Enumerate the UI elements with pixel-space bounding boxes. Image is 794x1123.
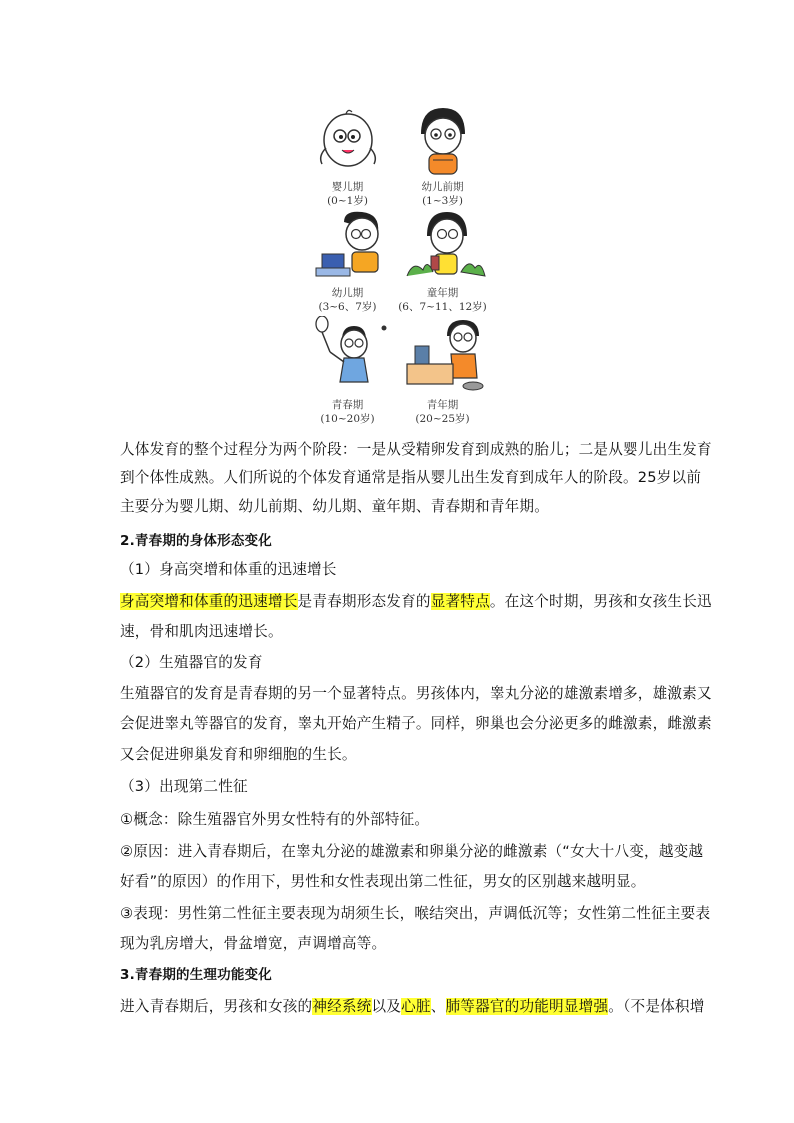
paragraph-line: ①概念：除生殖器官外男女性特有的外部特征。	[120, 811, 430, 828]
body-text: 以及	[371, 998, 402, 1015]
stage-toddler	[395, 104, 490, 210]
section-heading: 2.青春期的身体形态变化	[120, 533, 272, 549]
highlighted-text: 显著特点	[430, 593, 490, 610]
body-text: 。（不是体积增	[608, 998, 705, 1015]
stage-name: 婴儿期	[331, 181, 364, 193]
body-text: 、	[430, 998, 446, 1015]
paragraph-line: 会促进睾丸等器官的发育，睾丸开始产生精子。同样，卵巢也会分泌更多的雌激素，雌激素	[120, 715, 712, 732]
stage-name: 幼儿前期	[421, 181, 464, 193]
highlighted-text: 神经系统	[312, 998, 372, 1015]
highlighted-text: 身高突增和体重的迅速增长	[120, 593, 298, 610]
stage-age: (6、7~11、12岁)	[398, 301, 487, 313]
stage-age: (10~20岁)	[320, 413, 375, 425]
paragraph-line: 好看”的原因）的作用下，男性和女性表现出第二性征，男女的区别越来越明显。	[120, 873, 646, 890]
subheading: （2）生殖器官的发育	[120, 654, 263, 671]
stage-infant	[300, 104, 395, 210]
childhood-illustration	[403, 210, 487, 286]
stage-age: (3~6、7岁)	[318, 301, 377, 313]
adolescence-illustration	[308, 316, 392, 396]
paragraph-line: 生殖器官的发育是青春期的另一个显著特点。男孩体内，睾丸分泌的雄激素增多，雄激素又	[120, 685, 712, 702]
development-stages-figure	[300, 104, 490, 424]
preschool-illustration	[308, 210, 392, 286]
stage-name: 幼儿期	[331, 287, 364, 299]
stage-youth	[395, 316, 490, 425]
body-text: 是青春期形态发育的	[297, 593, 431, 610]
paragraph-line: 现为乳房增大，骨盆增宽，声调增高等。	[120, 935, 387, 952]
highlighted-text: 心脏	[401, 998, 431, 1015]
paragraph-line: 速，骨和肌肉迅速增长。	[120, 623, 283, 640]
stage-age: (0~1岁)	[327, 195, 368, 207]
section-heading: 3.青春期的生理功能变化	[120, 967, 272, 983]
stage-preschool	[300, 210, 395, 316]
stage-age: (1~3岁)	[422, 195, 463, 207]
body-text: 。在这个时期，男孩和女孩生长迅	[489, 593, 712, 610]
stage-name: 青春期	[331, 399, 364, 411]
subheading: （3）出现第二性征	[120, 778, 248, 795]
stage-adolescence	[300, 316, 395, 425]
stage-age: (20~25岁)	[415, 413, 470, 425]
paragraph-line: ②原因：进入青春期后，在睾丸分泌的雄激素和卵巢分泌的雌激素（“女大十八变，越变越	[120, 843, 704, 860]
intro-line: 到个体性成熟。人们所说的个体发育通常是指从婴儿出生发育到成年人的阶段。25岁以前	[120, 469, 702, 486]
subheading: （1）身高突增和体重的迅速增长	[120, 561, 337, 578]
paragraph-line: 又会促进卵巢发育和卵细胞的生长。	[120, 746, 357, 763]
stage-childhood	[395, 210, 490, 316]
stage-name: 青年期	[426, 399, 459, 411]
body-text: 进入青春期后，男孩和女孩的	[120, 998, 313, 1015]
highlighted-text: 肺等器官的功能明显增强	[445, 998, 609, 1015]
infant-illustration	[308, 104, 388, 180]
toddler-illustration	[403, 104, 483, 180]
stage-name: 童年期	[426, 287, 459, 299]
intro-line: 人体发育的整个过程分为两个阶段：一是从受精卵发育到成熟的胎儿；二是从婴儿出生发育	[120, 441, 712, 458]
youth-illustration	[403, 316, 487, 396]
paragraph-line: ③表现：男性第二性征主要表现为胡须生长，喉结突出，声调低沉等；女性第二性征主要表	[120, 905, 711, 922]
paragraph-line	[120, 997, 705, 1016]
paragraph-line	[120, 592, 712, 611]
intro-line: 主要分为婴儿期、幼儿前期、幼儿期、童年期、青春期和青年期。	[120, 498, 550, 515]
